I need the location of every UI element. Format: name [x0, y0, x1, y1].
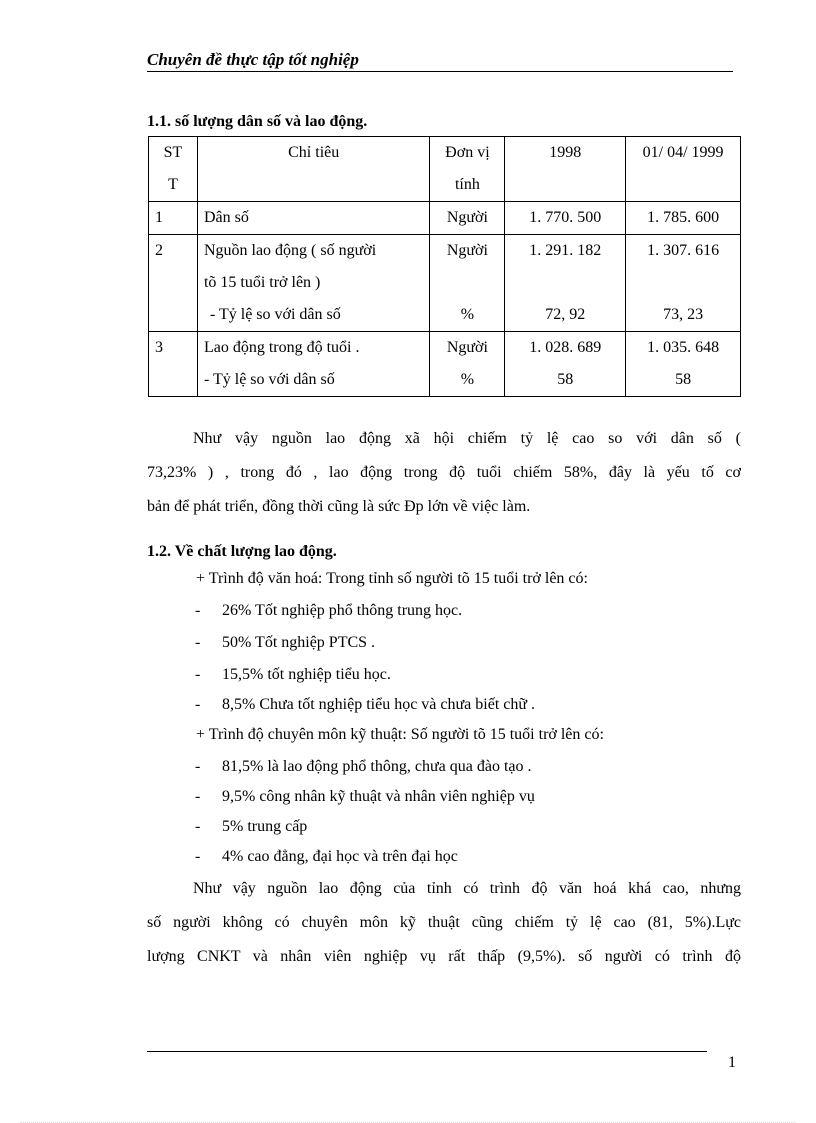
- paragraph-line: Như vậy nguồn lao động xã hội chiếm tỷ lệ cao so với dân số (: [193, 430, 741, 447]
- row-value-1999: 1. 785. 600: [626, 202, 741, 235]
- row-value-1998: 1. 770. 500: [505, 202, 626, 235]
- row-indicator: Lao động trong độ tuổi . - Tỷ lệ so với dân số: [197, 332, 430, 397]
- header-rule: [147, 71, 733, 72]
- list-bullet: -: [195, 788, 201, 805]
- paragraph-line: Như vậy nguồn lao động của tỉnh có trình độ văn hoá khá cao, nhưng: [193, 880, 741, 897]
- list-bullet: -: [195, 602, 201, 619]
- header-year-1999: 01/ 04/ 1999: [626, 137, 741, 202]
- header-year-1998: 1998: [505, 137, 626, 202]
- table-row: [149, 202, 741, 235]
- population-labor-table: [148, 136, 741, 397]
- row-value-1998: 1. 291. 182 72, 92: [505, 235, 626, 332]
- list-item: 4% cao đẳng, đại học và trên đại học: [222, 848, 458, 865]
- row-indicator: Nguồn lao động ( số người tõ 15 tuổi trở lên ) - Tỷ lệ so với dân số: [197, 235, 430, 332]
- paragraph-line: bản để phát triển, đồng thời cũng là sức Đp lớn về việc làm.: [147, 498, 531, 515]
- row-stt: 1: [149, 202, 198, 235]
- paragraph-line: số người không có chuyên môn kỹ thuật cũng chiếm tỷ lệ cao (81, 5%).Lực: [147, 914, 741, 931]
- paragraph-line: 73,23% ) , trong đó , lao động trong độ tuổi chiếm 58%, đây là yếu tố cơ: [147, 464, 741, 481]
- row-value-1998: 1. 028. 689 58: [505, 332, 626, 397]
- list-item: 9,5% công nhân kỹ thuật và nhân viên nghiệp vụ: [222, 788, 535, 805]
- list-item: 15,5% tốt nghiệp tiểu học.: [222, 666, 391, 683]
- list-item: 5% trung cấp: [222, 818, 308, 835]
- summary-paragraph-1: [147, 422, 741, 524]
- table-header-row: [149, 137, 741, 202]
- row-unit: Người: [430, 202, 505, 235]
- section-2-heading: 1.2. Về chất lượng lao động.: [147, 543, 337, 560]
- row-stt: 3: [149, 332, 198, 397]
- list-bullet: -: [195, 666, 201, 683]
- list-bullet: -: [195, 634, 201, 651]
- list-bullet: -: [195, 818, 201, 835]
- summary-paragraph-2: [147, 872, 741, 974]
- paragraph-line: lượng CNKT và nhân viên nghiệp vụ rất thấp (9,5%). số người có trình độ: [147, 948, 741, 965]
- row-value-1999: 1. 307. 616 73, 23: [626, 235, 741, 332]
- running-header: Chuyên đề thực tập tốt nghiệp: [147, 50, 359, 69]
- row-unit: Người %: [430, 332, 505, 397]
- table-row: [149, 235, 741, 332]
- row-stt: 2: [149, 235, 198, 332]
- row-unit: Người %: [430, 235, 505, 332]
- list-item: 50% Tốt nghiệp PTCS .: [222, 634, 376, 651]
- culture-intro: + Trình độ văn hoá: Trong tỉnh số người tõ 15 tuổi trở lên có:: [196, 570, 588, 587]
- tech-intro: + Trình độ chuyên môn kỹ thuật: Số người tõ 15 tuổi trở lên có:: [196, 726, 604, 743]
- table-row: [149, 332, 741, 397]
- row-value-1999: 1. 035. 648 58: [626, 332, 741, 397]
- list-bullet: -: [195, 696, 201, 713]
- list-item: 81,5% là lao động phổ thông, chưa qua đào tạo .: [222, 758, 532, 775]
- header-unit: Đơn vị tính: [430, 137, 505, 202]
- list-bullet: -: [195, 848, 201, 865]
- list-item: 26% Tốt nghiệp phổ thông trung học.: [222, 602, 463, 619]
- list-item: 8,5% Chưa tốt nghiệp tiểu học và chưa biết chữ .: [222, 696, 536, 713]
- list-bullet: -: [195, 758, 201, 775]
- page-number: 1: [728, 1054, 736, 1071]
- row-indicator: Dân số: [197, 202, 430, 235]
- header-indicator: Chỉ tiêu: [197, 137, 430, 202]
- footer-rule: [147, 1051, 707, 1052]
- section-1-heading: 1.1. số lượng dân số và lao động.: [147, 113, 368, 130]
- header-stt: ST T: [149, 137, 198, 202]
